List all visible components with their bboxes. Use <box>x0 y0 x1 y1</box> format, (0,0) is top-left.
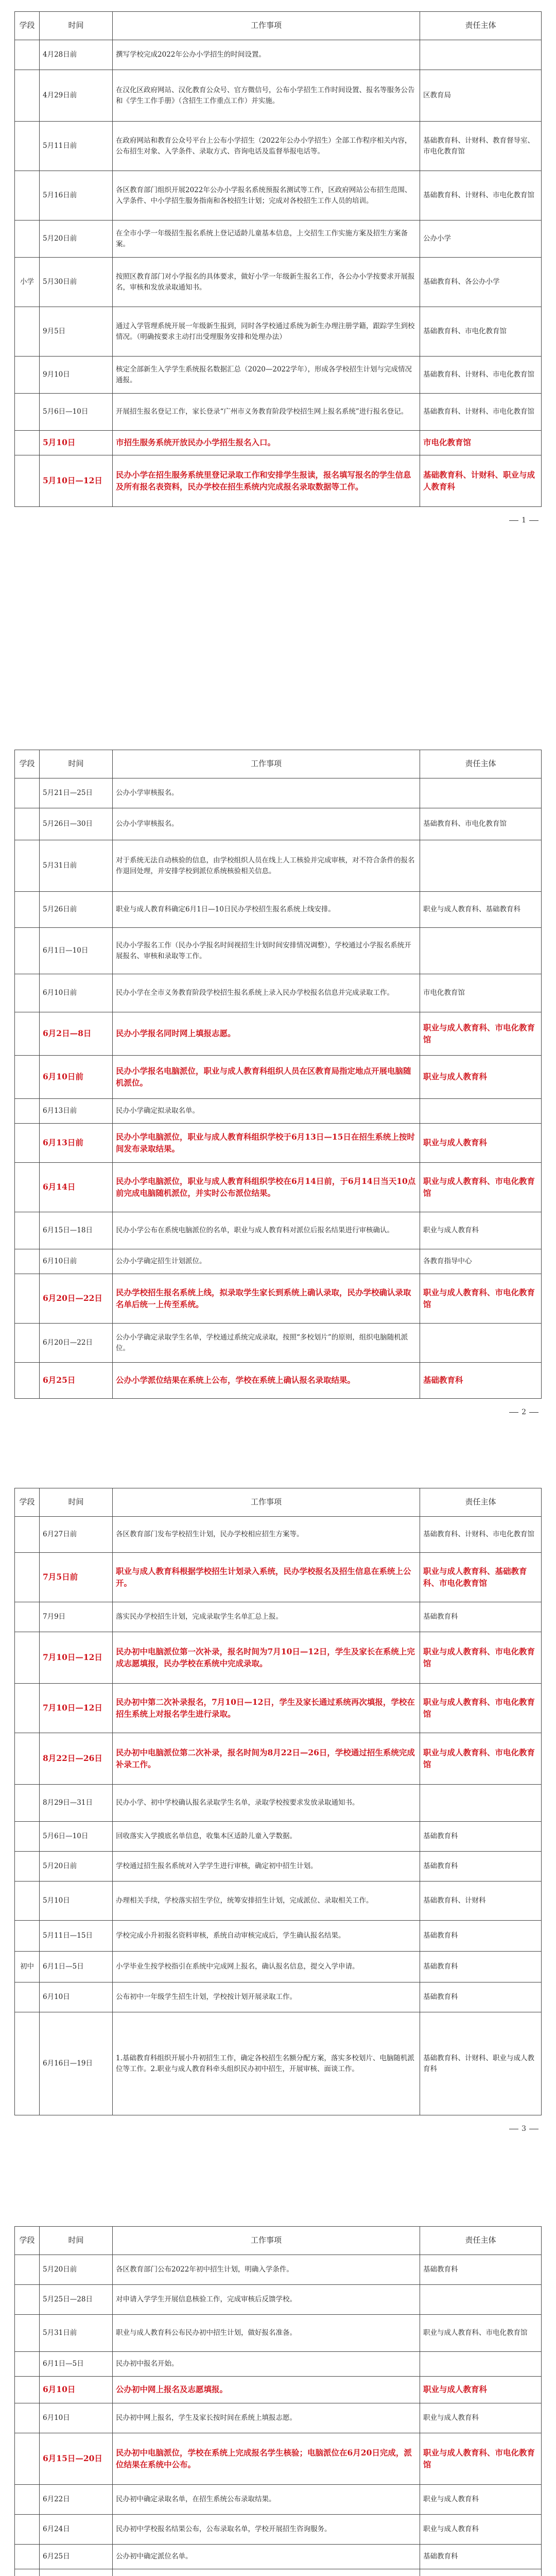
cell-time: 6月1日—5日 <box>40 2352 113 2377</box>
cell-time: 5月11日前 <box>40 122 113 171</box>
cell-stage <box>15 808 40 840</box>
cell-time: 5月11日—15日 <box>40 1921 113 1952</box>
cell-task: 民办初中电脑派位第一次补录，报名时间为7月10日—12日，学生及家长在系统上完成志愿填报，民办学校在系统中完成录取。 <box>113 1632 420 1684</box>
cell-stage <box>15 307 40 357</box>
cell-stage <box>15 1274 40 1324</box>
cell-stage <box>15 1733 40 1785</box>
cell-time: 7月9日 <box>40 1602 113 1632</box>
cell-resp: 基础教育科 <box>420 1822 542 1852</box>
cell-time: 5月30日前 <box>40 258 113 307</box>
cell-stage <box>15 840 40 892</box>
table-row <box>15 1684 542 1733</box>
table-row <box>15 307 542 357</box>
table-row <box>15 840 542 892</box>
cell-time: 9月5日 <box>40 307 113 357</box>
cell-task: 职业与成人教育科公布民办初中招生计划，做好报名准备。 <box>113 2315 420 2352</box>
header-time: 时间 <box>40 750 113 778</box>
cell-task: 在政府网站和教育公众号平台上公布小学招生（2022年公办小学招生）全部工作程序相关内容，公布招生对象、入学条件、录取方式、咨询电话及监督举报电话等。 <box>113 122 420 171</box>
cell-resp: 市电化教育馆 <box>420 974 542 1012</box>
cell-stage <box>15 1324 40 1363</box>
cell-stage <box>15 70 40 122</box>
cell-stage <box>15 928 40 974</box>
cell-resp: 职业与成人教育科 <box>420 1124 542 1163</box>
cell-time: 6月24日 <box>40 2515 113 2545</box>
cell-resp: 基础教育科 <box>420 1952 542 1982</box>
cell-resp: 基础教育科 <box>420 2255 542 2285</box>
cell-time: 6月15日—20日 <box>40 2433 113 2485</box>
cell-time: 5月10日 <box>40 431 113 455</box>
cell-task: 撰写学校完成2022年公办小学招生的时间设置。 <box>113 40 420 70</box>
cell-stage <box>15 2403 40 2433</box>
cell-stage <box>15 1124 40 1163</box>
cell-resp <box>420 1324 542 1363</box>
cell-stage <box>15 40 40 70</box>
table-row <box>15 928 542 974</box>
cell-resp: 基础教育科、计财科、市电化教育馆 <box>420 394 542 431</box>
cell-task: 对申请入学学生开展信息核验工作，完成审核后反馈学校。 <box>113 2285 420 2315</box>
cell-stage <box>15 1056 40 1099</box>
cell-task: 公办小学审核报名。 <box>113 808 420 840</box>
table-row <box>15 1785 542 1822</box>
table-row <box>15 1733 542 1785</box>
table-row <box>15 1212 542 1249</box>
cell-time: 5月20日前 <box>40 2255 113 2285</box>
cell-stage <box>15 1921 40 1952</box>
table-row <box>15 2352 542 2377</box>
cell-stage <box>15 1632 40 1684</box>
cell-task: 民办小学电脑派位，职业与成人教育科组织学校于6月13日—15日在招生系统上按时间发布录取结果。 <box>113 1124 420 1163</box>
cell-resp: 职业与成人教育科 <box>420 2485 542 2515</box>
cell-task: 职业与成人教育科根据学校招生计划录入系统，民办学校报名及招生信息在系统上公开。 <box>113 1553 420 1602</box>
cell-time <box>40 2569 113 2576</box>
header-resp: 责任主体 <box>420 1488 542 1517</box>
cell-stage <box>15 1553 40 1602</box>
cell-time: 5月26日前 <box>40 892 113 928</box>
cell-resp: 基础教育科 <box>420 1363 542 1399</box>
page-number <box>14 1408 542 1416</box>
cell-stage <box>15 1602 40 1632</box>
cell-stage <box>15 221 40 258</box>
page-number-text: 2 <box>522 1408 526 1416</box>
cell-time: 9月10日 <box>40 357 113 394</box>
cell-task: 学校完成小升初报名资料审核，系统自动审核完成后，学生确认报名结果。 <box>113 1921 420 1952</box>
cell-stage <box>15 2377 40 2403</box>
cell-task: 回收落实入学摸底名单信息，收集本区适龄儿童入学数据。 <box>113 1822 420 1852</box>
table-row <box>15 2403 542 2433</box>
cell-stage <box>15 2569 40 2576</box>
cell-time: 6月13日前 <box>40 1124 113 1163</box>
cell-resp: 职业与成人教育科、市电化教育馆 <box>420 1163 542 1212</box>
cell-resp: 职业与成人教育科、市电化教育馆 <box>420 1733 542 1785</box>
cell-time: 6月20日—22日 <box>40 1274 113 1324</box>
cell-time: 5月31日前 <box>40 2315 113 2352</box>
cell-time: 5月10日—12日 <box>40 455 113 507</box>
cell-resp: 职业与成人教育科、市电化教育馆 <box>420 2433 542 2485</box>
cell-stage <box>15 1517 40 1553</box>
cell-task <box>113 2569 420 2576</box>
cell-task: 各区教育部门公布2022年初中招生计划，明确入学条件。 <box>113 2255 420 2285</box>
table-row <box>15 122 542 171</box>
cell-resp: 基础教育科、各公办小学 <box>420 258 542 307</box>
cell-time: 6月27日前 <box>40 1517 113 1553</box>
table-row <box>15 2515 542 2545</box>
cell-time: 6月10日前 <box>40 1056 113 1099</box>
table-row <box>15 2545 542 2569</box>
cell-task: 民办初中网上报名，学生及家长按时间在系统上填报志愿。 <box>113 2403 420 2433</box>
cell-stage <box>15 1099 40 1124</box>
cell-task: 在全市小学一年级招生报名系统上登记适龄儿童基本信息，上交招生工作实施方案及招生方案备案。 <box>113 221 420 258</box>
cell-task: 民办初中报名开始。 <box>113 2352 420 2377</box>
schedule-table <box>14 750 542 1399</box>
cell-resp: 基础教育科、计财科、市电化教育馆 <box>420 171 542 221</box>
cell-task: 民办小学报名同时网上填报志愿。 <box>113 1012 420 1056</box>
cell-resp: 基础教育科、计财科、教育督导室、市电化教育馆 <box>420 122 542 171</box>
header-resp: 责任主体 <box>420 2227 542 2255</box>
header-stage: 学段 <box>15 750 40 778</box>
cell-resp: 职业与成人教育科、基础教育科、市电化教育馆 <box>420 1553 542 1602</box>
cell-resp: 职业与成人教育科、市电化教育馆 <box>420 1274 542 1324</box>
cell-stage <box>15 2285 40 2315</box>
cell-task: 小学毕业生按学校指引在系统中完成网上报名，确认报名信息，提交入学申请。 <box>113 1952 420 1982</box>
cell-task: 核定全部新生入学学生系统报名数据汇总（2020—2022学年），形成各学校招生计划与完成情况通报。 <box>113 357 420 394</box>
cell-stage <box>15 1163 40 1212</box>
cell-time: 5月21日—25日 <box>40 778 113 808</box>
cell-task: 公布初中一年级学生招生计划，学校按计划开展录取工作。 <box>113 1982 420 2012</box>
cell-time: 5月6日—10日 <box>40 1822 113 1852</box>
table-row <box>15 1921 542 1952</box>
table-row <box>15 1602 542 1632</box>
table-row <box>15 2569 542 2576</box>
table-row <box>15 2315 542 2352</box>
cell-resp: 基础教育科、计财科、市电化教育馆 <box>420 357 542 394</box>
table-row <box>15 1056 542 1099</box>
cell-task: 办理相关手续，学校落实招生学位，统筹安排招生计划，完成派位、录取相关工作。 <box>113 1882 420 1921</box>
table-row <box>15 2255 542 2285</box>
cell-task: 公办初中网上报名及志愿填报。 <box>113 2377 420 2403</box>
header-task: 工作事项 <box>113 12 420 40</box>
header-resp: 责任主体 <box>420 12 542 40</box>
cell-time: 5月10日 <box>40 1882 113 1921</box>
cell-resp: 基础教育科、计财科、市电化教育馆 <box>420 1517 542 1553</box>
cell-task: 民办小学在全市义务教育阶段学校招生报名系统上录入民办学校报名信息并完成录取工作。 <box>113 974 420 1012</box>
cell-stage <box>15 2433 40 2485</box>
cell-time: 7月10日—12日 <box>40 1632 113 1684</box>
cell-task: 各区教育部门组织开展2022年公办小学报名系统预报名测试等工作，区政府网站公布招生范围、入学条件、中小学招生服务指南和各校招生计划；完成对各校招生工作人员的培训。 <box>113 171 420 221</box>
cell-task: 职业与成人教育科确定6月1日—10日民办学校招生报名系统上线安排。 <box>113 892 420 928</box>
cell-task: 通过入学管理系统开展一年级新生报到，同时各学校通过系统为新生办理注册学籍，跟踪学生到校情况。（明确按要求主动打出受理服务安排和处理办法） <box>113 307 420 357</box>
header-task: 工作事项 <box>113 750 420 778</box>
cell-resp: 区教育局 <box>420 70 542 122</box>
cell-resp: 职业与成人教育科、市电化教育馆 <box>420 1632 542 1684</box>
table-row <box>15 357 542 394</box>
cell-resp: 基础教育科 <box>420 1602 542 1632</box>
header-task: 工作事项 <box>113 1488 420 1517</box>
cell-task: 民办小学在招生服务系统里登记录取工作和安排学生报读，报名填写报名的学生信息及所有报名表资料，民办学校在招生系统内完成报名录取数据等工作。 <box>113 455 420 507</box>
cell-task: 民办初中学校报名结果公布，公布录取名单，学校开展招生咨询服务。 <box>113 2515 420 2545</box>
cell-resp: 基础教育科、计财科 <box>420 1882 542 1921</box>
table-row <box>15 2377 542 2403</box>
cell-time: 6月10日 <box>40 2377 113 2403</box>
cell-resp: 职业与成人教育科、市电化教育馆 <box>420 2315 542 2352</box>
cell-time: 6月22日 <box>40 2485 113 2515</box>
cell-resp <box>420 2569 542 2576</box>
cell-resp <box>420 840 542 892</box>
cell-stage <box>15 2012 40 2115</box>
cell-stage <box>15 1822 40 1852</box>
cell-task: 公办小学审核报名。 <box>113 778 420 808</box>
table-row <box>15 2485 542 2515</box>
cell-stage: 初中 <box>15 1952 40 1982</box>
cell-resp: 基础教育科 <box>420 1921 542 1952</box>
cell-resp <box>420 2352 542 2377</box>
schedule-table <box>14 1488 542 2115</box>
cell-stage <box>15 1684 40 1733</box>
table-row <box>15 221 542 258</box>
cell-resp: 基础教育科、市电化教育馆 <box>420 307 542 357</box>
cell-stage <box>15 1982 40 2012</box>
cell-resp: 职业与成人教育科、市电化教育馆 <box>420 1684 542 1733</box>
table-row <box>15 1099 542 1124</box>
cell-task: 民办初中电脑派位，学校在系统上完成报名学生核验；电脑派位在6月20日完成，派位结果在系统中公布。 <box>113 2433 420 2485</box>
cell-task: 对于系统无法自动核验的信息，由学校组织人员在线上人工核验并完成审核，对不符合条件的报名作退回处理，并安排学校到派位系统核验相关信息。 <box>113 840 420 892</box>
table-row <box>15 70 542 122</box>
cell-stage <box>15 2255 40 2285</box>
table-row <box>15 2433 542 2485</box>
cell-resp: 职业与成人教育科 <box>420 2403 542 2433</box>
header-task: 工作事项 <box>113 2227 420 2255</box>
table-row <box>15 1124 542 1163</box>
cell-stage <box>15 974 40 1012</box>
cell-time: 7月5日前 <box>40 1553 113 1602</box>
table-row <box>15 40 542 70</box>
cell-time: 6月10日 <box>40 2403 113 2433</box>
cell-task: 民办学校招生报名系统上线，拟录取学生家长到系统上确认录取，民办学校确认录取名单后统一上传至系统。 <box>113 1274 420 1324</box>
page-number <box>14 516 542 524</box>
table-row <box>15 778 542 808</box>
cell-time: 6月25日 <box>40 1363 113 1399</box>
schedule-page <box>14 11 542 524</box>
schedule-table <box>14 11 542 507</box>
header-stage: 学段 <box>15 12 40 40</box>
table-row <box>15 1517 542 1553</box>
cell-resp: 职业与成人教育科 <box>420 2515 542 2545</box>
cell-stage <box>15 2352 40 2377</box>
table-row <box>15 1822 542 1852</box>
schedule-page <box>14 750 542 1416</box>
cell-task: 落实民办学校招生计划，完成录取学生名单汇总上报。 <box>113 1602 420 1632</box>
cell-stage <box>15 171 40 221</box>
table-row <box>15 1274 542 1324</box>
schedule-page <box>14 2226 542 2576</box>
cell-resp: 职业与成人教育科、基础教育科 <box>420 892 542 928</box>
cell-resp <box>420 778 542 808</box>
cell-stage <box>15 122 40 171</box>
cell-time: 6月10日前 <box>40 974 113 1012</box>
cell-task: 民办初中确定录取名单，在招生系统公布录取结果。 <box>113 2485 420 2515</box>
header-time: 时间 <box>40 1488 113 1517</box>
cell-resp <box>420 1785 542 1822</box>
table-row <box>15 1982 542 2012</box>
cell-stage <box>15 1012 40 1056</box>
header-time: 时间 <box>40 2227 113 2255</box>
table-row <box>15 974 542 1012</box>
cell-resp <box>420 928 542 974</box>
table-row <box>15 1012 542 1056</box>
cell-resp: 基础教育科 <box>420 2545 542 2569</box>
table-row <box>15 1553 542 1602</box>
cell-stage <box>15 357 40 394</box>
cell-task: 市招生服务系统开放民办小学招生报名入口。 <box>113 431 420 455</box>
table-row <box>15 1952 542 1982</box>
cell-time: 6月25日 <box>40 2545 113 2569</box>
cell-task: 民办初中第二次补录报名，7月10日—12日，学生及家长通过系统再次填报，学校在招生系统上对报名学生进行录取。 <box>113 1684 420 1733</box>
cell-task: 民办小学、初中学校确认报名录取学生名单，录取学校按要求发放录取通知书。 <box>113 1785 420 1822</box>
cell-task: 开展招生报名登记工作，家长登录“广州市义务教育阶段学校招生网上报名系统”进行报名登记。 <box>113 394 420 431</box>
cell-task: 公办小学确定招生计划派位。 <box>113 1249 420 1274</box>
cell-time: 6月14日 <box>40 1163 113 1212</box>
cell-task: 民办小学确定拟录取名单。 <box>113 1099 420 1124</box>
cell-resp <box>420 40 542 70</box>
cell-resp: 市电化教育馆 <box>420 431 542 455</box>
header-time: 时间 <box>40 12 113 40</box>
cell-stage <box>15 1249 40 1274</box>
cell-time: 5月16日前 <box>40 171 113 221</box>
cell-stage <box>15 778 40 808</box>
cell-time: 4月28日前 <box>40 40 113 70</box>
cell-time: 8月22日—26日 <box>40 1733 113 1785</box>
header-stage: 学段 <box>15 1488 40 1517</box>
cell-stage <box>15 2315 40 2352</box>
cell-time: 5月20日前 <box>40 221 113 258</box>
cell-resp <box>420 2285 542 2315</box>
cell-task: 民办小学电脑派位，职业与成人教育科组织学校在6月14日前，于6月14日当天10点前完成电脑随机派位，并实时公布派位结果。 <box>113 1163 420 1212</box>
page-number-text: 1 <box>522 516 526 524</box>
cell-resp: 职业与成人教育科 <box>420 1212 542 1249</box>
table-row <box>15 1882 542 1921</box>
table-row <box>15 2285 542 2315</box>
table-row <box>15 2012 542 2115</box>
cell-time: 6月10日前 <box>40 1249 113 1274</box>
header-resp: 责任主体 <box>420 750 542 778</box>
table-header-row <box>15 12 542 40</box>
cell-resp: 基础教育科 <box>420 1982 542 2012</box>
table-row <box>15 1363 542 1399</box>
cell-resp: 公办小学 <box>420 221 542 258</box>
cell-time: 5月25日—28日 <box>40 2285 113 2315</box>
cell-time: 7月10日—12日 <box>40 1684 113 1733</box>
page-number-text: 3 <box>522 2125 526 2133</box>
cell-stage <box>15 1785 40 1822</box>
cell-stage <box>15 1852 40 1882</box>
cell-task: 1.基础教育科组织开展小升初招生工作，确定各校招生名额分配方案，落实多校划片、电脑随机派位等工作。2.职业与成人教育科牵头组织民办初中招生，开展审核、面谈工作。 <box>113 2012 420 2115</box>
cell-stage <box>15 1363 40 1399</box>
table-row <box>15 171 542 221</box>
cell-time: 6月20日—22日 <box>40 1324 113 1363</box>
cell-time: 6月16日—19日 <box>40 2012 113 2115</box>
cell-time: 4月29日前 <box>40 70 113 122</box>
table-row <box>15 892 542 928</box>
table-row <box>15 1632 542 1684</box>
cell-task: 民办小学公布在系统电脑派位的名单，职业与成人教育科对派位后报名结果进行审核确认。 <box>113 1212 420 1249</box>
cell-time: 5月20日前 <box>40 1852 113 1882</box>
cell-time: 6月1日—10日 <box>40 928 113 974</box>
header-stage: 学段 <box>15 2227 40 2255</box>
table-header-row <box>15 750 542 778</box>
cell-task: 民办小学报名电脑派位，职业与成人教育科组织人员在区教育局指定地点开展电脑随机派位。 <box>113 1056 420 1099</box>
cell-time: 8月29日—31日 <box>40 1785 113 1822</box>
cell-resp: 基础教育科、计财科、职业与成人教育科 <box>420 455 542 507</box>
table-row <box>15 1852 542 1882</box>
table-row <box>15 455 542 507</box>
cell-time: 6月1日—5日 <box>40 1952 113 1982</box>
cell-stage <box>15 2515 40 2545</box>
cell-resp: 基础教育科、计财科、职业与成人教育科 <box>420 2012 542 2115</box>
cell-stage <box>15 2545 40 2569</box>
cell-stage <box>15 394 40 431</box>
cell-resp: 基础教育科 <box>420 1852 542 1882</box>
cell-time: 6月2日—8日 <box>40 1012 113 1056</box>
cell-time: 6月10日 <box>40 1982 113 2012</box>
table-row <box>15 431 542 455</box>
schedule-page <box>14 1488 542 2133</box>
cell-stage <box>15 455 40 507</box>
cell-resp: 职业与成人教育科 <box>420 1056 542 1099</box>
cell-time: 6月13日前 <box>40 1099 113 1124</box>
cell-time: 5月31日前 <box>40 840 113 892</box>
cell-stage <box>15 1882 40 1921</box>
cell-time: 5月26日—30日 <box>40 808 113 840</box>
cell-resp: 基础教育科、市电化教育馆 <box>420 808 542 840</box>
cell-time: 6月15日—18日 <box>40 1212 113 1249</box>
cell-stage <box>15 431 40 455</box>
cell-task: 学校通过招生报名系统对入学学生进行审核，确定初中招生计划。 <box>113 1852 420 1882</box>
table-row <box>15 1324 542 1363</box>
cell-time: 5月6日—10日 <box>40 394 113 431</box>
table-header-row <box>15 2227 542 2255</box>
table-header-row <box>15 1488 542 1517</box>
cell-task: 按照区教育部门对小学报名的具体要求，做好小学一年级新生报名工作，各公办小学按要求开展报名，审核和发放录取通知书。 <box>113 258 420 307</box>
table-row <box>15 258 542 307</box>
cell-task: 民办初中电脑派位第二次补录，报名时间为8月22日—26日，学校通过招生系统完成补录工作。 <box>113 1733 420 1785</box>
cell-task: 各区教育部门发布学校招生计划，民办学校相应招生方案等。 <box>113 1517 420 1553</box>
cell-task: 在汉化区政府网站、汉化教育公众号、官方微信号，公布小学招生工作时间设置、报名等服务公告和《学生工作手册》（含招生工作重点工作）并实施。 <box>113 70 420 122</box>
table-row <box>15 394 542 431</box>
cell-resp: 各教育指导中心 <box>420 1249 542 1274</box>
page-number <box>14 2125 542 2133</box>
cell-resp <box>420 1099 542 1124</box>
cell-resp: 职业与成人教育科、市电化教育馆 <box>420 1012 542 1056</box>
schedule-table <box>14 2226 542 2576</box>
cell-stage <box>15 2485 40 2515</box>
table-row <box>15 1163 542 1212</box>
cell-resp: 职业与成人教育科 <box>420 2377 542 2403</box>
cell-stage: 小学 <box>15 258 40 307</box>
table-row <box>15 808 542 840</box>
cell-stage <box>15 892 40 928</box>
cell-task: 民办小学报名工作（民办小学报名时间视招生计划时间安排情况调整），学校通过小学报名系统开展报名、审核和录取等工作。 <box>113 928 420 974</box>
cell-task: 公办小学派位结果在系统上公布，学校在系统上确认报名录取结果。 <box>113 1363 420 1399</box>
cell-stage <box>15 1212 40 1249</box>
cell-task: 公办小学确定录取学生名单，学校通过系统完成录取，按照“多校划片”的原则，组织电脑随机派位。 <box>113 1324 420 1363</box>
cell-task: 公办初中确定派位名单。 <box>113 2545 420 2569</box>
table-row <box>15 1249 542 1274</box>
